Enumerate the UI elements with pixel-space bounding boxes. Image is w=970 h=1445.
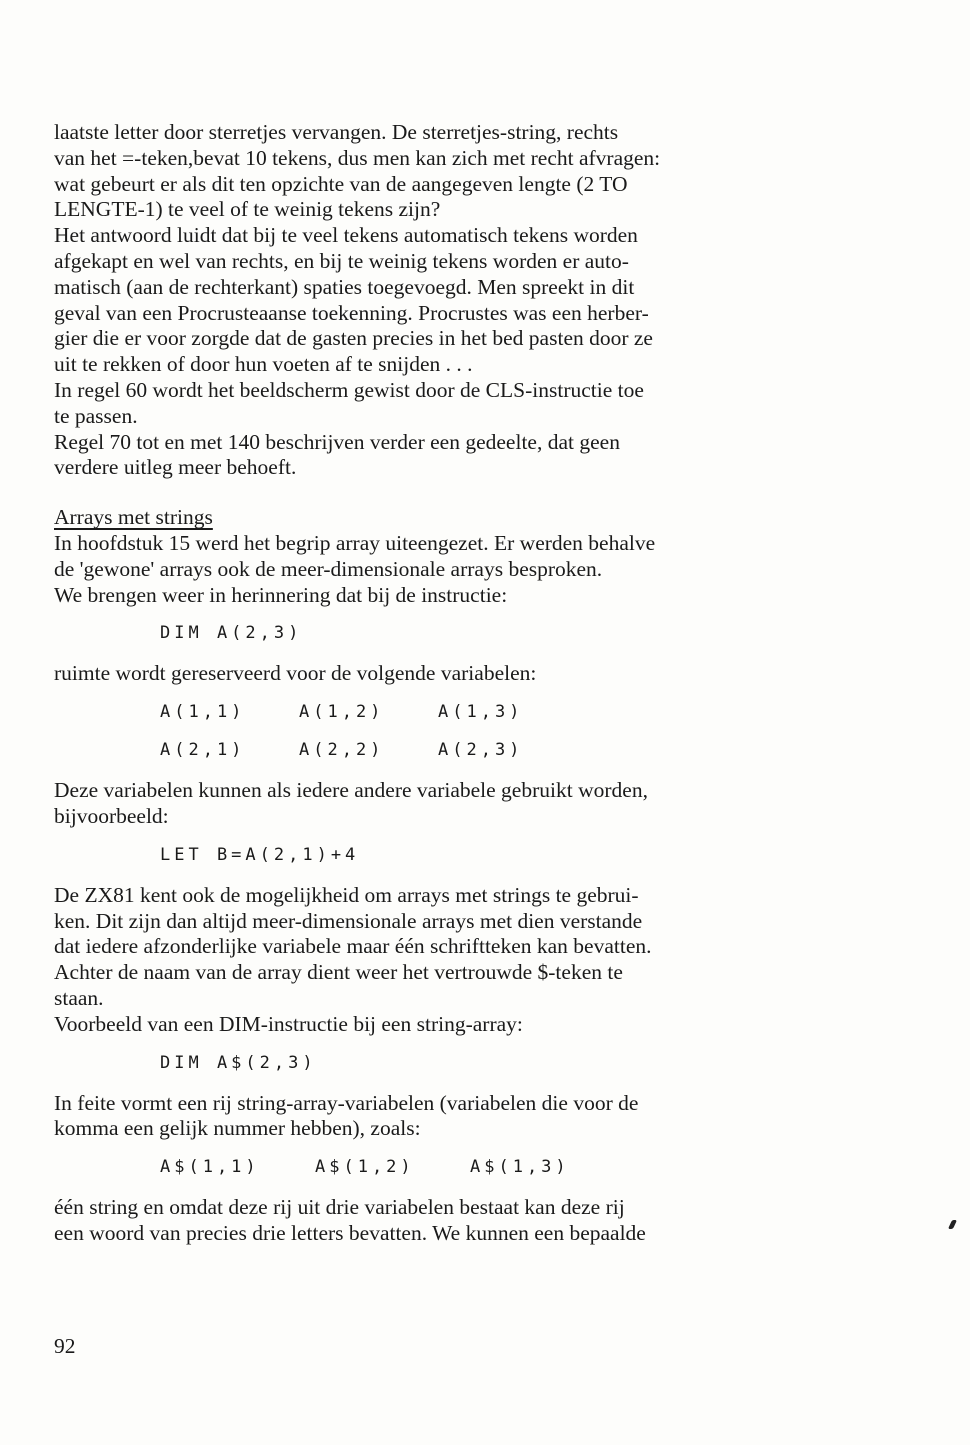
code-cell: A(1,1) [160, 702, 246, 723]
text-line: bijvoorbeeld: [54, 803, 169, 828]
code-variable-grid [54, 700, 884, 763]
text-line: ken. Dit zijn dan altijd meer-dimensionale arrays met dien verstande [54, 908, 643, 933]
text-line: van het =-teken,bevat 10 tekens, dus men kan zich met recht afvragen: [54, 145, 661, 170]
text-line: wat gebeurt er als dit ten opzichte van de aangegeven lengte (2 TO [54, 171, 628, 196]
code-string-row [54, 1155, 884, 1180]
text-line: laatste letter door sterretjes vervangen. De sterretjes-string, rechts [54, 120, 619, 144]
text-line: komma een gelijk nummer hebben), zoals: [54, 1116, 421, 1141]
text-line: dat iedere afzonderlijke variabele maar één schriftteken kan bevatten. [54, 934, 652, 959]
paragraph-usage [54, 778, 884, 830]
text-line: afgekapt en wel van rechts, en bij te weinig tekens worden er auto- [54, 248, 629, 273]
text-line: We brengen weer in herinnering dat bij de instructie: [54, 582, 508, 607]
code-grid-row [54, 738, 884, 763]
text-line: gier die er voor zorgde dat de gasten precies in het bed pasten door ze [54, 326, 653, 351]
code-line: DIM A$(2,3) [160, 1052, 317, 1073]
text-line: Achter de naam van de array dient weer het vertrouwde $-teken te [54, 960, 623, 985]
code-cell: A$(1,3) [470, 1157, 570, 1178]
text-line: Voorbeeld van een DIM-instructie bij een string-array: [54, 1011, 523, 1036]
code-cell: A(2,2) [299, 740, 385, 761]
code-cell: A(2,1) [160, 740, 246, 761]
text-line: te passen. [54, 403, 138, 428]
section-gap [54, 481, 884, 505]
text-line: staan. [54, 985, 104, 1010]
page-body [54, 120, 884, 1247]
text-line: geval van een Procrusteaanse toekenning. Procrustes was een herber- [54, 300, 649, 325]
text-line: In feite vormt een rij string-array-variabelen (variabelen die voor de [54, 1090, 639, 1115]
text-line: De ZX81 kent ook de mogelijkheid om arrays met strings te gebrui- [54, 882, 639, 907]
text-line: Deze variabelen kunnen als iedere andere variabele gebruikt worden, [54, 778, 648, 803]
paragraph-reserved [54, 661, 884, 687]
code-example-dim [54, 621, 884, 646]
code-cell: A$(1,2) [315, 1157, 415, 1178]
paragraph-row [54, 1091, 884, 1143]
code-grid-row [54, 1155, 884, 1180]
text-line: In hoofdstuk 15 werd het begrip array uiteengezet. Er werden behalve [54, 530, 656, 555]
code-cell: A$(1,1) [160, 1157, 260, 1178]
code-grid-row [54, 700, 884, 725]
paragraph-string-arrays [54, 883, 884, 1038]
text-line: de 'gewone' arrays ook de meer-dimensionale arrays besproken. [54, 556, 603, 581]
code-cell: A(1,2) [299, 702, 385, 723]
text-line: LENGTE-1) te veel of te weinig tekens zijn? [54, 197, 441, 222]
text-line: In regel 60 wordt het beeldscherm gewist door de CLS-instructie toe [54, 377, 644, 402]
paragraph-word [54, 1195, 884, 1247]
text-line: een woord van precies drie letters bevatten. We kunnen een bepaalde [54, 1220, 646, 1245]
text-line: Regel 70 tot en met 140 beschrijven verder een gedeelte, dat geen [54, 429, 620, 454]
page-number: 92 [54, 1334, 76, 1358]
code-example-dim-string [54, 1051, 884, 1076]
text-line: uit te rekken of door hun voeten af te snijden . . . [54, 352, 473, 377]
text-line: verdere uitleg meer behoeft. [54, 455, 297, 480]
code-example-let [54, 843, 884, 868]
text-line: Het antwoord luidt dat bij te veel tekens automatisch tekens worden [54, 223, 638, 248]
text-line: matisch (aan de rechterkant) spaties toegevoegd. Men spreekt in dit [54, 274, 635, 299]
section-heading: Arrays met strings [54, 505, 213, 530]
code-line: LET B=A(2,1)+4 [160, 844, 360, 865]
text-line: één string en omdat deze rij uit drie variabelen bestaat kan deze rij [54, 1195, 625, 1220]
paragraph-procrustes [54, 120, 884, 481]
text-line: ruimte wordt gereserveerd voor de volgende variabelen: [54, 661, 537, 686]
code-cell: A(2,3) [438, 740, 524, 761]
paragraph-arrays-intro [54, 531, 884, 608]
code-line: DIM A(2,3) [160, 623, 303, 644]
code-cell: A(1,3) [438, 702, 524, 723]
margin-mark [948, 1220, 957, 1229]
